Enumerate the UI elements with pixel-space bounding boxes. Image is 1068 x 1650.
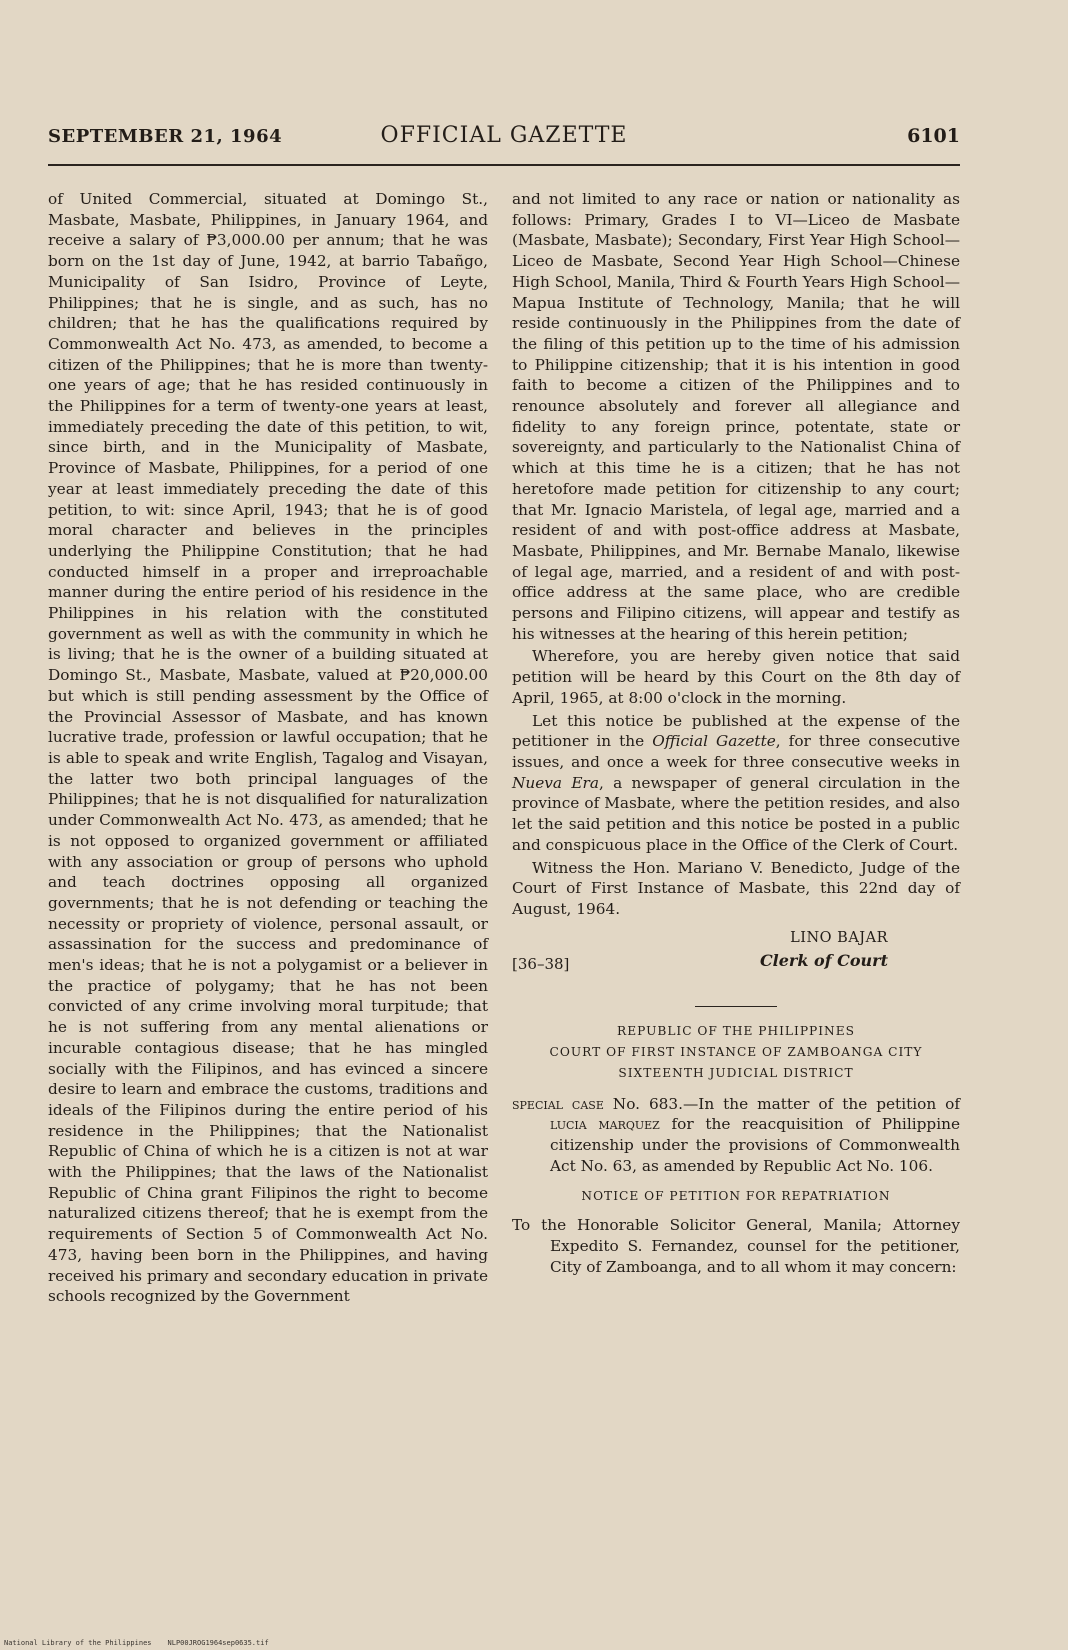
official-gazette-ref: Official Gazette: [652, 732, 776, 751]
hearing-notice-paragraph: Wherefore, you are hereby given notice that said petition will be heard by this Court on the 8th day of April, 1965, at 8:00 o'clock in the morning.: [512, 647, 960, 707]
signatory-title: Clerk of Court: [759, 950, 888, 970]
publication-order-paragraph: Let this notice be published at the expense of the petitioner in the Official Gazette, for three consecutive issues, and once a week for three consecutive weeks in Nueva Era, a newspaper of general circulation in the province of Masbate, where the petition resides, and also let the said petition and this notice be posted in a public and conspicuous place in the Office of the Clerk of Court.: [512, 711, 961, 854]
court-header-line: SIXTEENTH JUDICIAL DISTRICT: [618, 1065, 854, 1080]
petitioner-name: lucia marquez: [550, 1115, 660, 1134]
petition-body-text: of United Commercial, situated at Domingo St., Masbate, Masbate, Philippines, in January 1964, and receive a salary of ₱3,000.00 per annum; that he was born on the 1st day of June, 1942, at barrio Tabañgo, Municipality of San Isidro, Province of Leyte, Philippines; that he is single, and as such, has no children; that he has the qualifications required by Commonwealth Act No. 473, as amended, to become a citizen of the Philippines; that he is more than twenty-one years of age; that he has resided continuously in the Philippines for a term of twenty-one years at least, immediately preceding the date of this petition, to wit, since birth, and in the Municipality of Masbate, Province of Masbate, Philippines, for a period of one year at least immediately preceding the date of this petition, to wit: since April, 1943; that he is of good moral character and believes in the principles underlying the Philippine Constitution; that he had conducted himself in a proper and irreproachable manner during the entire period of his residence in the Philippines in his relation with the constituted government as well as with the community in which he is living; that he is the owner of a building situated at Domingo St., Masbate, Masbate, valued at ₱20,000.00 but which is still pending assessment by the Office of the Provincial Assessor of Masbate, and has known lucrative trade, profession or lawful occupation; that he is able to speak and write English, Tagalog and Visayan, the latter two both principal languages of the Philippines; that he is not disqualified for naturalization under Commonwealth Act No. 473, as amended; that he is not opposed to organized government or affiliated with any association or group of persons who uphold and teach doctrines opposing all organized governments; that he is not defending or teaching the necessity or propriety of violence, personal assault, or assassination for the success and predominance of men's ideas; that he is not a polygamist or a believer in the practice of polygamy; that he has not been convicted of any crime involving moral turpitude; that he is not suffering from any mental alienations or incurable contagious disease; that he has mingled socially with the Filipinos, and has evinced a sincere desire to learn and embrace the customs, traditions and ideals of the Filipinos during the entire period of his residence in the Philippines; that the Nationalist Republic of China of which he is a citizen is not at war with the Philippines; that the laws of the Nationalist Republic of China grant Filipinos the right to become naturalized citizens thereof; that he is exempt from the requirements of Section 5 of Commonwealth Act No. 473, having been born in the Philippines, and having received his primary and secondary education in private schools recognized by the Government: [48, 190, 488, 1306]
notice-title: NOTICE OF PETITION FOR REPATRIATION: [581, 1189, 891, 1204]
signatory-name: LINO BAJAR: [790, 929, 888, 946]
newspaper-name: Nueva Era: [512, 773, 599, 792]
left-column: [48, 189, 488, 1307]
right-column: [512, 189, 960, 1277]
page-number: 6101: [907, 125, 960, 147]
footer-file: NLP00JROG1964sep0635.tif: [167, 1639, 269, 1647]
issue-reference: [36–38]: [512, 954, 570, 973]
section-divider: [695, 1006, 777, 1007]
scan-footer: [4, 1639, 285, 1647]
footer-source: National Library of the Philippines: [4, 1639, 152, 1647]
case-label: special case: [512, 1094, 604, 1113]
witness-paragraph: Witness the Hon. Mariano V. Benedicto, Judge of the Court of First Instance of Masbate, this 22nd day of August, 1964.: [512, 858, 960, 918]
petition-continuation: and not limited to any race or nation or nationality as follows: Primary, Grades I to VI—Liceo de Masbate (Masbate, Masbate); Secondary, First Year High School—Liceo de Masbate, Second Year High School—Chinese High School, Manila, Third & Fourth Years High School—Mapua Institute of Technology, Manila; that he will reside continuously in the Philippines from the date of the filing of this petition up to the time of his admission to Philippine citizenship; that it is his intention in good faith to become a citizen of the Philippines and to renounce absolutely and forever all allegiance and fidelity to any foreign prince, potentate, state or sovereignty, and particularly to the Nationalist China of which at this time he is a citizen; that he has not heretofore made petition for citizenship to any court; that Mr. Ignacio Maristela, of legal age, married and a resident of and with post-office address at Masbate, Masbate, Philippines, and Mr. Bernabe Manalo, likewise of legal age, married, and a resident of and with post-office address at the same place, who are credible persons and Filipino citizens, will appear and testify as his witnesses at the hearing of this herein petition;: [512, 190, 960, 643]
addressee-paragraph: To the Honorable Solicitor General, Manila; Attorney Expedito S. Fernandez, counsel for the petitioner, City of Zamboanga, and to all whom it may concern:: [512, 1216, 960, 1276]
header-rule: [48, 164, 960, 166]
page-header: [48, 123, 960, 158]
issue-date: SEPTEMBER 21, 1964: [48, 126, 283, 147]
court-header-line: COURT OF FIRST INSTANCE OF ZAMBOANGA CITY: [549, 1044, 923, 1059]
publication-title: OFFICIAL GAZETTE: [380, 123, 628, 148]
case-caption: special case No. 683.—In the matter of the petition of lucia marquez for the reacquisition of Philippine citizenship under the provisions of Commonwealth Act No. 63, as amended by Republic Act No. 106.: [512, 1094, 961, 1175]
court-header-line: REPUBLIC OF THE PHILIPPINES: [617, 1023, 855, 1038]
signature-block: [512, 922, 960, 980]
